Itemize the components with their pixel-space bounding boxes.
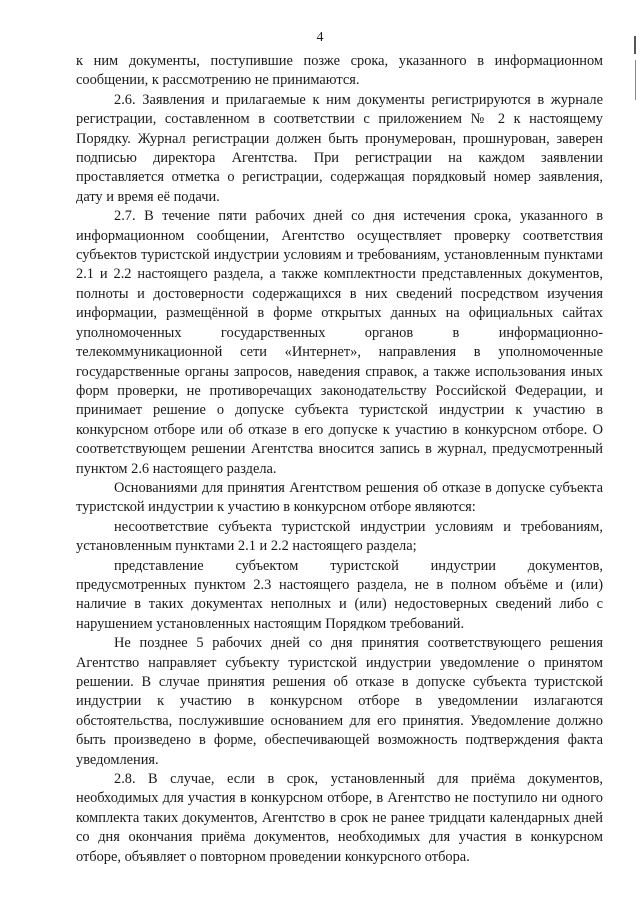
scan-edge-mark bbox=[635, 60, 636, 100]
paragraph-notification: Не позднее 5 рабочих дней со дня принятия соответствующего решения Агентство направляет субъекту туристской индустрии уведомление о принятом решении. В случае принятия решения об отказе в допуске субъекта туристской индустрии к участию в конкурсном отборе в уведомлении излагаются обстоятельства, послужившие основанием для его принятия. Уведомление должно быть произведено в форме, обеспечивающей возможность подтверждения факта уведомления. bbox=[76, 635, 603, 768]
paragraph-continuation: к ним документы, поступившие позже срока, указанного в информационном сообщении, к рассмотрению не принимаются. bbox=[76, 53, 603, 89]
paragraph-refusal-grounds: Основаниями для принятия Агентством решения об отказе в допуске субъекта туристской индустрии к участию в конкурсном отборе являются: bbox=[76, 479, 603, 516]
paragraph-2-6: 2.6. Заявления и прилагаемые к ним документы регистрируются в журнале регистрации, составленном в соответствии с приложением № 2 к настоящему Порядку. Журнал регистрации должен быть пронумерован, прошнурован, заверен подписью директора Агентства. При регистрации на каждом заявлении проставляется отметка о регистрации, содержащая порядковый номер заявления, дату и время её подачи. bbox=[76, 91, 603, 205]
scan-edge-mark bbox=[634, 36, 636, 54]
paragraph-ground-nonconformity: несоответствие субъекта туристской индустрии условиям и требованиям, установленным пунктами 2.1 и 2.2 настоящего раздела; bbox=[76, 518, 603, 555]
page-number: 4 bbox=[316, 30, 324, 45]
document-body bbox=[76, 52, 603, 867]
paragraph-ground-documents: представление субъектом туристской индустрии документов, предусмотренных пунктом 2.3 настоящего раздела, не в полном объёме и (или) наличие в таких документах неполных и (или) недостоверных сведений либо с нарушением установленных настоящим Порядком требований. bbox=[76, 557, 603, 632]
paragraph-2-8: 2.8. В случае, если в срок, установленный для приёма документов, необходимых для участия в конкурсном отборе, в Агентство не поступило ни одного комплекта таких документов, Агентство в срок не ранее тридцати календарных дней со дня окончания приёма документов, необходимых для участия в конкурсном отборе, объявляет о повторном проведении конкурсного отбора. bbox=[76, 771, 603, 865]
paragraph-2-7: 2.7. В течение пяти рабочих дней со дня истечения срока, указанного в информационном сообщении, Агентство осуществляет проверку соответствия субъектов туристской индустрии условиям и требованиям, установленным пунктами 2.1 и 2.2 настоящего раздела, а также комплектности представленных документов, полноты и достоверности содержащихся в них сведений посредством изучения информации, размещённой в форме открытых данных на официальных сайтах уполномоченных государственных органов в информационно-телекоммуникационной сети «Интернет», направления в уполномоченные государственные органы запросов, наведения справок, а также использования иных форм проверки, не противоречащих законодательству Российской Федерации, и принимает решение о допуске субъекта туристской индустрии к участию в конкурсном отборе или об отказе в его допуске к участию в конкурсном отборе. О соответствующем решении Агентства вносится запись в журнал, предусмотренный пунктом 2.6 настоящего раздела. bbox=[76, 208, 603, 477]
